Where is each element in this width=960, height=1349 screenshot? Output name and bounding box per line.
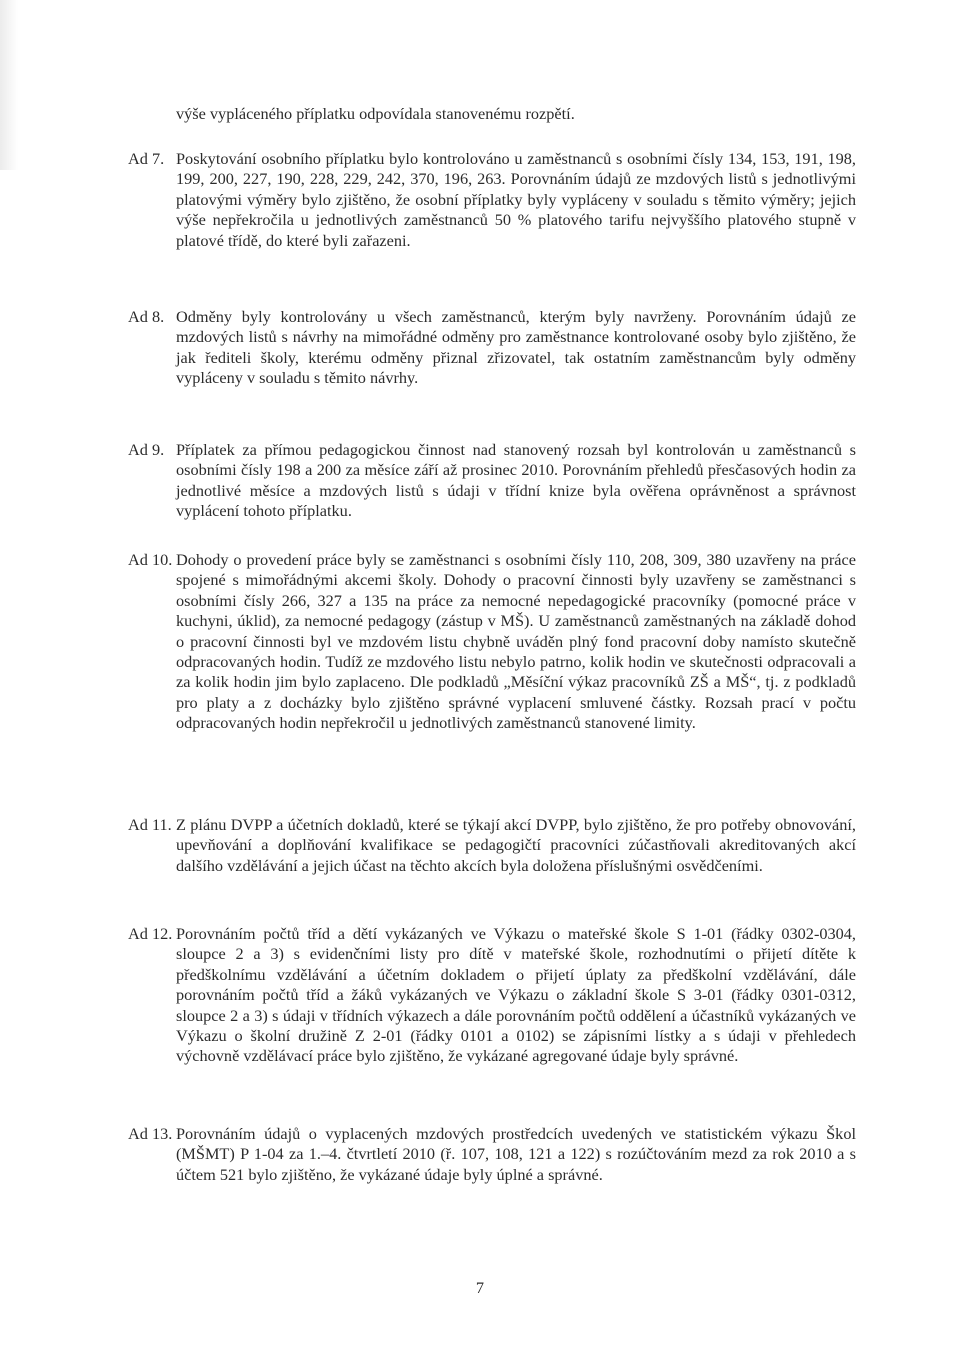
section-ad-12 — [128, 924, 856, 1067]
section-label: Ad 8. — [128, 307, 165, 326]
section-label: Ad 11. — [128, 815, 172, 834]
section-text: Dohody o provedení práce byly se zaměstnanci s osobními čísly 110, 208, 309, 380 uzavřeny na práce spojené s mimořádnými akcemi školy. Dohody o pracovní činnosti byly uzavřeny se zaměstnanci s osobními čísly 266, 327 a 135 na práce za nemocné nepedagogické pracovníky (pomocné práce v kuchyni, úklid), za nemocné pedagogy (zástup v MŠ). U zaměstnanců zaměstnaných na základě dohod o pracovní činnosti byl ve mzdovém listu chybně uváděn plný fond pracovní doby namísto skutečně odpracovaných hodin. Tudíž ze mzdového listu nebylo patrno, kolik hodin ve skutečnosti odpracovali a za kolik hodin jim bylo zaplaceno. Dle podkladů „Měsíční výkaz pracovníků ZŠ a MŠ“, tj. z podkladů pro platy a z docházky bylo zjištěno správné vyplacení smluvené částky. Rozsah prací v počtu odpracovaných hodin nepřekročil u jednotlivých zaměstnanců stanovené limity. — [176, 550, 856, 733]
section-ad-8 — [128, 307, 856, 389]
section-ad-10 — [128, 550, 856, 734]
section-text: Poskytování osobního příplatku bylo kontrolováno u zaměstnanců s osobními čísly 134, 153, 191, 198, 199, 200, 227, 190, 228, 229, 242, 370, 196, 263. Porovnáním údajů ze mzdových listů s jednotlivými platovými výměry bylo zjištěno, že osobní příplatky byly vypláceny v souladu s těmito výměry; jejich výše nepřekročila u jednotlivých zaměstnanců 50 % platového tarifu nejvyššího platového stupně v platové třídě, do které byli zařazeni. — [176, 149, 856, 250]
section-label: Ad 7. — [128, 149, 165, 168]
page-edge-shadow — [0, 0, 18, 170]
page-number: 7 — [475, 1278, 485, 1297]
section-ad-11 — [128, 815, 856, 876]
section-text: Porovnáním údajů o vyplacených mzdových prostředcích uvedených ve statistickém výkazu Škol (MŠMT) P 1-04 za 1.–4. čtvrtletí 2010 (ř. 107, 108, 121 a 122) s rozúčtováním mezd za rok 2010 a s účtem 521 bylo zjištěno, že vykázané údaje byly úplné a správné. — [176, 1124, 856, 1184]
section-text: Odměny byly kontrolovány u všech zaměstnanců, kterým byly navrženy. Porovnáním údajů ze mzdových listů s návrhy na mimořádné odměny pro zaměstnance kontrolované osoby bylo zjištěno, že jak řediteli školy, kterému odměny přiznal zřizovatel, tak ostatním zaměstnancům byly odměny vypláceny v souladu s těmito návrhy. — [176, 307, 856, 388]
section-text: Porovnáním počtů tříd a dětí vykázaných ve Výkazu o mateřské škole S 1-01 (řádky 0302-0304, sloupce 2 a 3) s evidenčními listy pro dítě v mateřské škole, rozhodnutími o přijetí dítěte k předškolnímu vzdělávání a účetním dokladem o přijetí úplaty za předškolní vzdělávání, dále porovnáním počtů tříd a žáků vykázaných ve Výkazu o základní škole S 3-01 (řádky 0301-0312, sloupce 2 a 3) s údaji v třídních výkazech a dále porovnáním počtů oddělení a účastníků vykázaných ve Výkazu o školní družině Z 2-01 (řádky 0101 a 0102) se zápisními lístky a s údaji v přehledech výchovně vzdělávací práce bylo zjištěno, že vykázané agregované údaje byly správné. — [176, 924, 856, 1066]
section-label: Ad 9. — [128, 440, 165, 459]
section-label: Ad 12. — [128, 924, 173, 943]
intro-line: výše vypláceného příplatku odpovídala stanovenému rozpětí. — [176, 104, 575, 123]
section-ad-13 — [128, 1124, 856, 1185]
section-ad-7 — [128, 149, 856, 251]
section-text: Z plánu DVPP a účetních dokladů, které se týkají akcí DVPP, bylo zjištěno, že pro potřeby obnovování, upevňování a doplňování kvalifikace se pedagogičtí pracovníci zúčastňovali akreditovaných akcí dalšího vzdělávání a jejich účast na těchto akcích byla doložena příslušnými osvědčeními. — [176, 815, 856, 875]
section-text: Příplatek za přímou pedagogickou činnost nad stanovený rozsah byl kontrolován u zaměstnanců s osobními čísly 198 a 200 za měsíce září až prosinec 2010. Porovnáním přehledů přesčasových hodin za jednotlivé měsíce a mzdových listů s údaji v třídní knize byla ověřena oprávněnost a správnost vyplácení tohoto příplatku. — [176, 440, 856, 521]
section-label: Ad 10. — [128, 550, 173, 569]
section-ad-9 — [128, 440, 856, 522]
section-label: Ad 13. — [128, 1124, 173, 1143]
